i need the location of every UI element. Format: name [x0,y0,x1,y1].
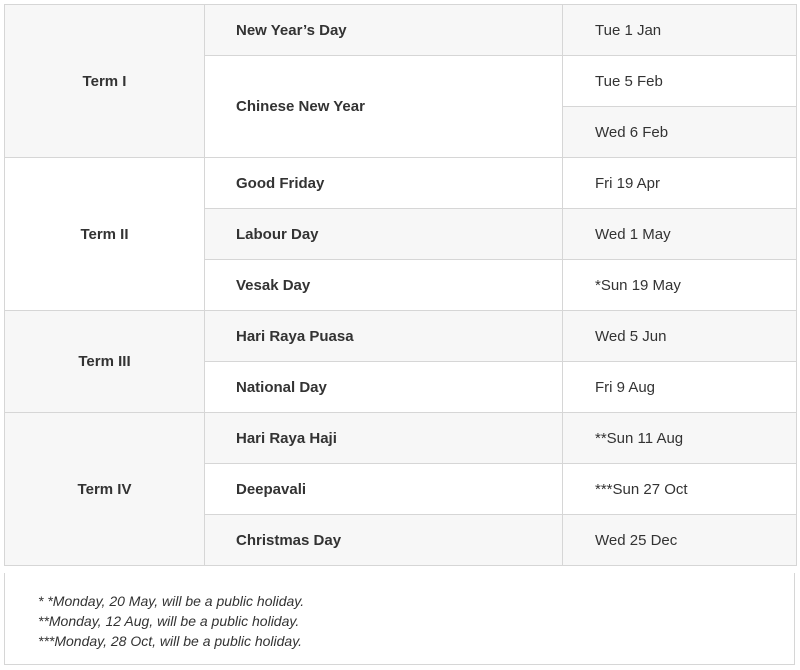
term-label: Term II [5,158,205,311]
footnote: * *Monday, 20 May, will be a public holiday. [38,593,305,609]
holiday-date: Fri 19 Apr [563,158,797,209]
table-row [5,311,797,362]
holiday-date: **Sun 11 Aug [563,413,797,464]
table-row [5,5,797,56]
holiday-name: Chinese New Year [205,56,563,158]
holiday-date: *Sun 19 May [563,260,797,311]
holiday-name: Christmas Day [205,515,563,566]
holiday-name: Hari Raya Haji [205,413,563,464]
holiday-name: New Year’s Day [205,5,563,56]
term-label: Term III [5,311,205,413]
holiday-name: National Day [205,362,563,413]
holiday-date: Wed 1 May [563,209,797,260]
public-holidays-table [4,4,797,566]
holiday-date: Wed 5 Jun [563,311,797,362]
holiday-date: Fri 9 Aug [563,362,797,413]
table-row [5,158,797,209]
holiday-name: Vesak Day [205,260,563,311]
footnote: ***Monday, 28 Oct, will be a public holiday. [38,633,303,649]
holiday-date: ***Sun 27 Oct [563,464,797,515]
holiday-date: Wed 25 Dec [563,515,797,566]
term-label: Term IV [5,413,205,566]
table-row [5,413,797,464]
holiday-date: Tue 5 Feb [563,56,797,107]
holiday-name: Labour Day [205,209,563,260]
holiday-name: Good Friday [205,158,563,209]
holiday-date: Tue 1 Jan [563,5,797,56]
holiday-name: Deepavali [205,464,563,515]
footnote: **Monday, 12 Aug, will be a public holiday. [38,613,300,629]
term-label: Term I [5,5,205,158]
footnotes [4,573,795,665]
holiday-name: Hari Raya Puasa [205,311,563,362]
holiday-date: Wed 6 Feb [563,107,797,158]
